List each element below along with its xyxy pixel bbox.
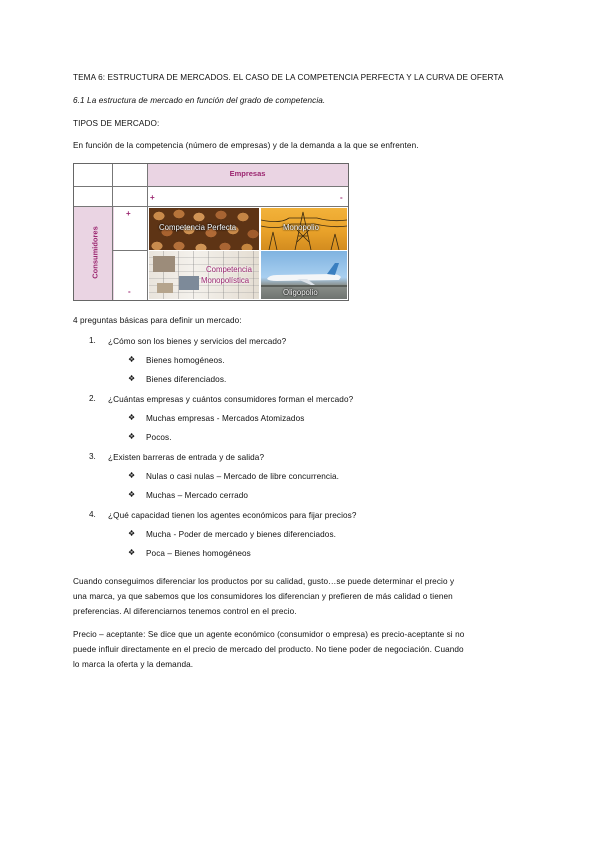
diamond-bullet-icon: ❖ xyxy=(128,374,136,383)
bullet-text: Nulas o casi nulas – Mercado de libre concurrencia. xyxy=(146,472,340,481)
question-number: 4. xyxy=(89,510,96,519)
competencia-label: Competencia xyxy=(206,265,252,274)
bullet-text: Bienes homogéneos. xyxy=(146,356,225,365)
question-text: ¿Cómo son los bienes y servicios del mercado? xyxy=(108,337,287,346)
diamond-bullet-icon: ❖ xyxy=(128,413,136,422)
diamond-bullet-icon: ❖ xyxy=(128,490,136,499)
col-minus-sign: - xyxy=(340,193,343,202)
consumidores-label: Consumidores xyxy=(90,226,100,279)
question-text: ¿Cuántas empresas y cuántos consumidores forman el mercado? xyxy=(108,395,354,404)
table-divider xyxy=(74,186,348,187)
question-number: 3. xyxy=(89,452,96,461)
table-divider xyxy=(113,250,148,251)
diamond-bullet-icon: ❖ xyxy=(128,432,136,441)
table-divider xyxy=(112,164,113,300)
paragraph-line: Precio – aceptante: Se dice que un agente económico (consumidor o empresa) es precio-aceptante si no xyxy=(73,630,465,639)
question-text: ¿Qué capacidad tienen los agentes económicos para fijar precios? xyxy=(108,511,357,520)
table-divider xyxy=(74,206,348,207)
paragraph-line: Cuando conseguimos diferenciar los productos por su calidad, gusto…se puede determinar el precio y xyxy=(73,577,455,586)
diamond-bullet-icon: ❖ xyxy=(128,529,136,538)
newspaper-photo xyxy=(157,283,173,293)
bullet-text: Muchas – Mercado cerrado xyxy=(146,491,249,500)
diamond-bullet-icon: ❖ xyxy=(128,548,136,557)
potatoes-image xyxy=(149,208,259,250)
bullet-text: Poca – Bienes homogéneos xyxy=(146,549,251,558)
airplane-image xyxy=(261,251,347,299)
bullet-text: Bienes diferenciados. xyxy=(146,375,227,384)
bullet-text: Muchas empresas - Mercados Atomizados xyxy=(146,414,305,423)
intro-text: En función de la competencia (número de empresas) y de la demanda a la que se enfrenten. xyxy=(73,141,419,150)
question-number: 2. xyxy=(89,394,96,403)
col-plus-sign: + xyxy=(150,193,155,202)
empresas-label: Empresas xyxy=(229,169,266,178)
monopolio-label: Monopolio xyxy=(283,223,319,232)
paragraph-line: preferencias. Al diferenciarnos tenemos control en el precio. xyxy=(73,607,297,616)
newspapers-image xyxy=(149,251,259,299)
question-text: ¿Existen barreras de entrada y de salida? xyxy=(108,453,265,462)
power-pylon-image xyxy=(261,208,347,250)
question-number: 1. xyxy=(89,336,96,345)
diamond-bullet-icon: ❖ xyxy=(128,471,136,480)
table-divider xyxy=(147,164,148,300)
newspaper-photo xyxy=(179,276,199,290)
bullet-text: Pocos. xyxy=(146,433,172,442)
document-title: TEMA 6: ESTRUCTURA DE MERCADOS. EL CASO DE LA COMPETENCIA PERFECTA Y LA CURVA DE OFERTA xyxy=(73,73,504,82)
oligopolio-label: Oligopolio xyxy=(283,288,318,297)
row-plus-sign: + xyxy=(126,209,131,218)
diamond-bullet-icon: ❖ xyxy=(128,355,136,364)
paragraph-line: puede influir directamente en el precio de mercado del producto. No tiene poder de negociación. Cuando xyxy=(73,645,464,654)
bullet-text: Mucha - Poder de mercado y bienes diferenciados. xyxy=(146,530,337,539)
competencia-perfecta-label: Competencia Perfecta xyxy=(159,223,237,232)
monopolistica-label: Monopolística xyxy=(201,276,250,285)
newspaper-photo xyxy=(153,256,175,272)
paragraph-line: lo marca la oferta y la demanda. xyxy=(73,660,194,669)
tipos-heading: TIPOS DE MERCADO: xyxy=(73,119,160,128)
row-minus-sign: - xyxy=(128,287,131,296)
section-subtitle: 6.1 La estructura de mercado en función del grado de competencia. xyxy=(73,96,326,105)
questions-intro: 4 preguntas básicas para definir un mercado: xyxy=(73,316,242,325)
paragraph-line: una marca, ya que sabemos que los consumidores los diferencian y prefieren de más calidad o tienen xyxy=(73,592,453,601)
